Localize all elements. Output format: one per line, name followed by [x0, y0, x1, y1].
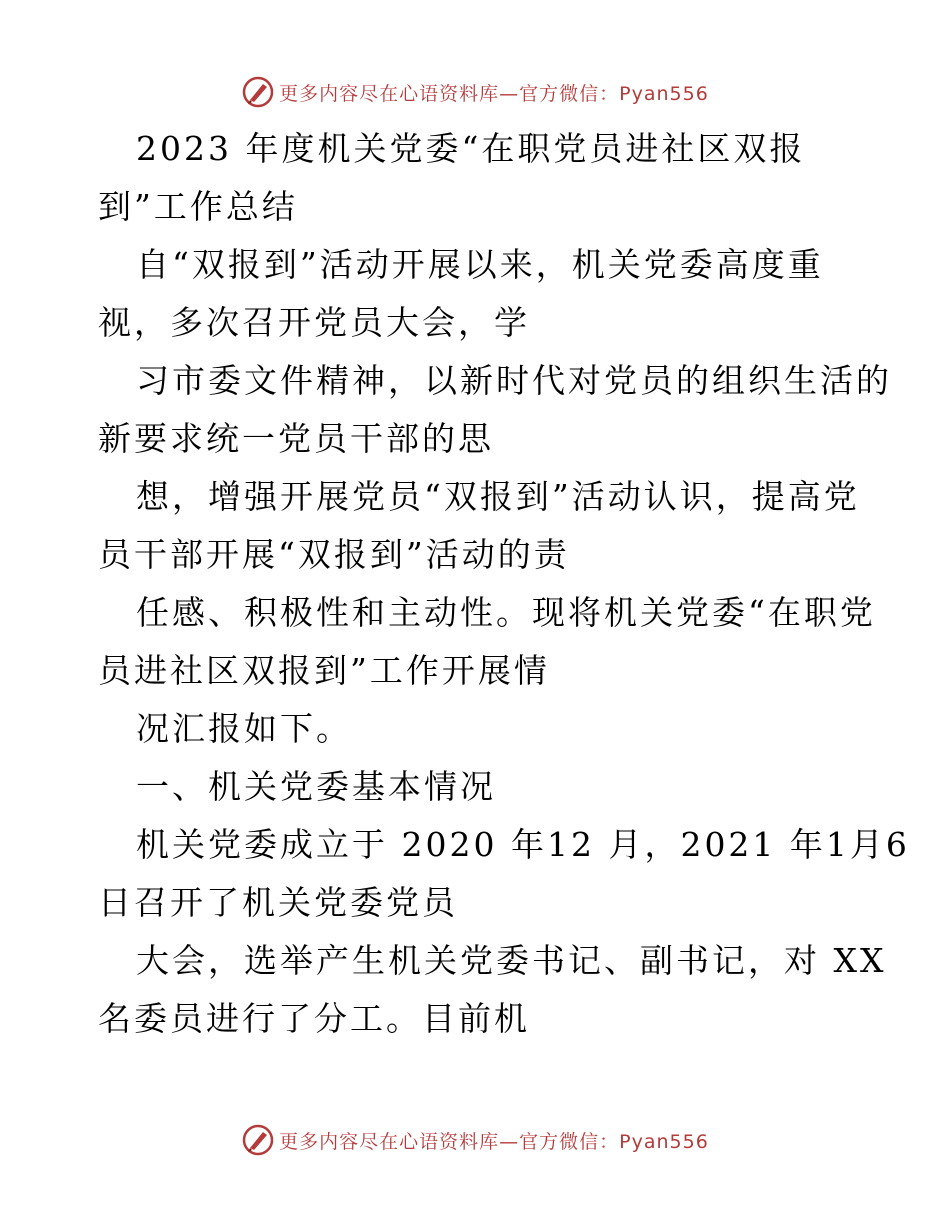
doc-line: 新要求统一党员干部的思 — [98, 419, 494, 458]
doc-line: 况汇报如下。 — [136, 709, 352, 748]
doc-line: 名委员进行了分工。目前机 — [98, 999, 530, 1038]
doc-line: 习市委文件精神，以新时代对党员的组织生活的 — [136, 361, 892, 400]
doc-line: 想，增强开展党员“双报到”活动认识，提高党 — [136, 477, 860, 516]
quill-pen-logo-icon — [241, 1123, 275, 1157]
doc-line: 员进社区双报到”工作开展情 — [98, 651, 550, 690]
quill-pen-logo-icon — [241, 75, 275, 109]
footer-banner-text: 更多内容尽在心语资料库—官方微信：Pyan556 — [279, 1130, 709, 1153]
doc-line: 员干部开展“双报到”活动的责 — [98, 535, 570, 574]
document-body — [98, 120, 910, 1048]
doc-title-line-1: 2023 年度机关党委“在职党员进社区双报 — [136, 129, 806, 168]
footer-banner — [0, 1120, 950, 1160]
doc-line: 视，多次召开党员大会，学 — [98, 303, 530, 342]
doc-line: 大会，选举产生机关党委书记、副书记，对 XX — [136, 941, 887, 980]
doc-title-line-2: 到”工作总结 — [98, 187, 298, 226]
header-banner-text: 更多内容尽在心语资料库—官方微信：Pyan556 — [279, 82, 709, 105]
doc-line: 机关党委成立于 2020 年12 月，2021 年1月6 — [136, 825, 910, 864]
section-heading: 一、机关党委基本情况 — [136, 767, 496, 806]
doc-line: 任感、积极性和主动性。现将机关党委“在职党 — [136, 593, 876, 632]
header-banner — [0, 72, 950, 112]
doc-line: 自“双报到”活动开展以来，机关党委高度重 — [136, 245, 824, 284]
doc-line: 日召开了机关党委党员 — [98, 883, 458, 922]
